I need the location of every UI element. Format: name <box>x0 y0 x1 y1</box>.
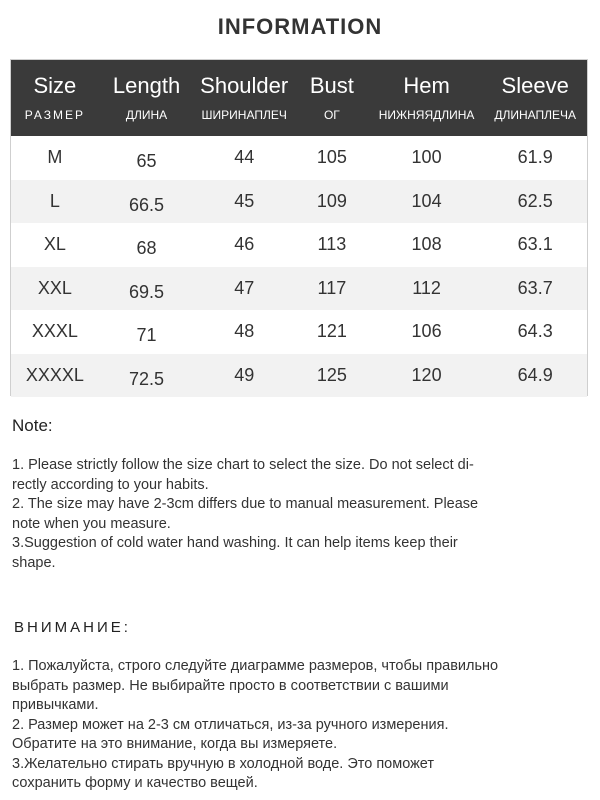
note-line: сохранить форму и качество вещей. <box>12 775 258 791</box>
cell-hem: 112 <box>412 277 441 298</box>
header-shoulder-ru: ШИРИНАПЛЕЧ <box>201 108 287 122</box>
cell-size: XXXXL <box>25 364 84 385</box>
cell-shoulder: 45 <box>234 190 255 211</box>
cell-length: 71 <box>136 325 157 346</box>
header-sleeve-ru: ДЛИНАПЛЕЧА <box>494 108 577 122</box>
header-bust-en: Bust <box>309 73 354 98</box>
cell-bust: 109 <box>316 190 347 211</box>
note-line: 1. Please strictly follow the size chart to select the size. Do not select di- <box>12 457 474 473</box>
header-sleeve-en: Sleeve <box>501 73 569 98</box>
cell-shoulder: 46 <box>234 234 255 255</box>
header-length-ru: ДЛИНА <box>125 108 168 122</box>
cell-shoulder: 48 <box>234 321 255 342</box>
header-hem <box>370 60 484 136</box>
note-line: note when you measure. <box>12 515 171 532</box>
cell-length: 69.5 <box>129 281 165 302</box>
cell-sleeve: 62.5 <box>517 190 553 211</box>
cell-size: M <box>47 147 63 168</box>
table-header <box>11 60 587 136</box>
header-length-en: Length <box>112 73 181 98</box>
cell-sleeve: 64.3 <box>517 321 553 342</box>
cell-bust: 117 <box>317 277 347 298</box>
header-bust-ru: ОГ <box>323 108 340 122</box>
header-shoulder-en: Shoulder <box>200 73 289 98</box>
cell-bust: 121 <box>316 321 347 342</box>
cell-size: XL <box>43 234 66 255</box>
note-line: 3.Желательно стирать вручную в холодной воде. Это поможет <box>12 755 435 772</box>
cell-hem: 108 <box>411 234 442 255</box>
cell-length: 72.5 <box>129 368 165 389</box>
note-line: Обратите на это внимание, когда вы измеряете. <box>12 736 338 752</box>
table-row <box>11 180 587 224</box>
notes-russian <box>12 657 582 794</box>
cell-hem: 100 <box>411 147 442 168</box>
cell-bust: 105 <box>316 147 347 168</box>
cell-sleeve: 63.1 <box>517 234 553 255</box>
cell-length: 68 <box>136 238 157 259</box>
cell-bust: 113 <box>317 234 347 255</box>
cell-size: XXXL <box>31 321 78 342</box>
note-line: привычками. <box>12 697 99 713</box>
table-row <box>11 223 587 267</box>
header-size-ru: РАЗМЕР <box>24 108 86 122</box>
cell-hem: 104 <box>411 190 442 211</box>
cell-bust: 125 <box>316 364 347 385</box>
table-row <box>11 267 587 311</box>
cell-sleeve: 63.7 <box>517 277 553 298</box>
note-line: shape. <box>12 554 56 571</box>
note-line: 2. Размер может на 2-3 см отличаться, из-за ручного измерения. <box>12 716 449 733</box>
cell-shoulder: 49 <box>234 364 255 385</box>
cell-sleeve: 64.9 <box>517 364 553 385</box>
table-body <box>11 136 587 397</box>
cell-shoulder: 47 <box>234 277 255 298</box>
table-row <box>11 136 587 180</box>
cell-length: 65 <box>136 151 157 172</box>
note-line: 1. Пожалуйста, строго следуйте диаграмме размеров, чтобы правильно <box>12 658 499 674</box>
header-size-en: Size <box>33 73 77 98</box>
notes-english <box>12 456 582 573</box>
header-hem-en: Hem <box>403 73 450 98</box>
cell-length: 66.5 <box>129 194 165 215</box>
note-line: rectly according to your habits. <box>12 476 209 493</box>
header-size <box>11 60 99 136</box>
table-row <box>11 354 587 398</box>
cell-hem: 120 <box>411 364 442 385</box>
header-bust <box>294 60 370 136</box>
header-hem-ru: НИЖНЯЯДЛИНА <box>378 108 475 122</box>
russian-note-heading: ВНИМАНИЕ: <box>14 619 131 636</box>
header-length <box>99 60 195 136</box>
cell-size: XXL <box>37 277 72 298</box>
header-sleeve <box>483 60 587 136</box>
cell-shoulder: 44 <box>234 147 255 168</box>
cell-hem: 106 <box>411 321 442 342</box>
table-row <box>11 310 587 354</box>
note-line: выбрать размер. Не выбирайте просто в соответствии с вашими <box>12 677 449 694</box>
cell-sleeve: 61.9 <box>517 147 553 168</box>
note-heading: Note: <box>12 416 53 435</box>
page-title: INFORMATION <box>217 14 383 39</box>
note-line: 3.Suggestion of cold water hand washing. It can help items keep their <box>12 535 458 551</box>
header-shoulder <box>194 60 294 136</box>
size-chart-table <box>10 59 588 396</box>
cell-size: L <box>49 190 60 211</box>
note-line: 2. The size may have 2-3cm differs due to manual measurement. Please <box>12 496 479 512</box>
